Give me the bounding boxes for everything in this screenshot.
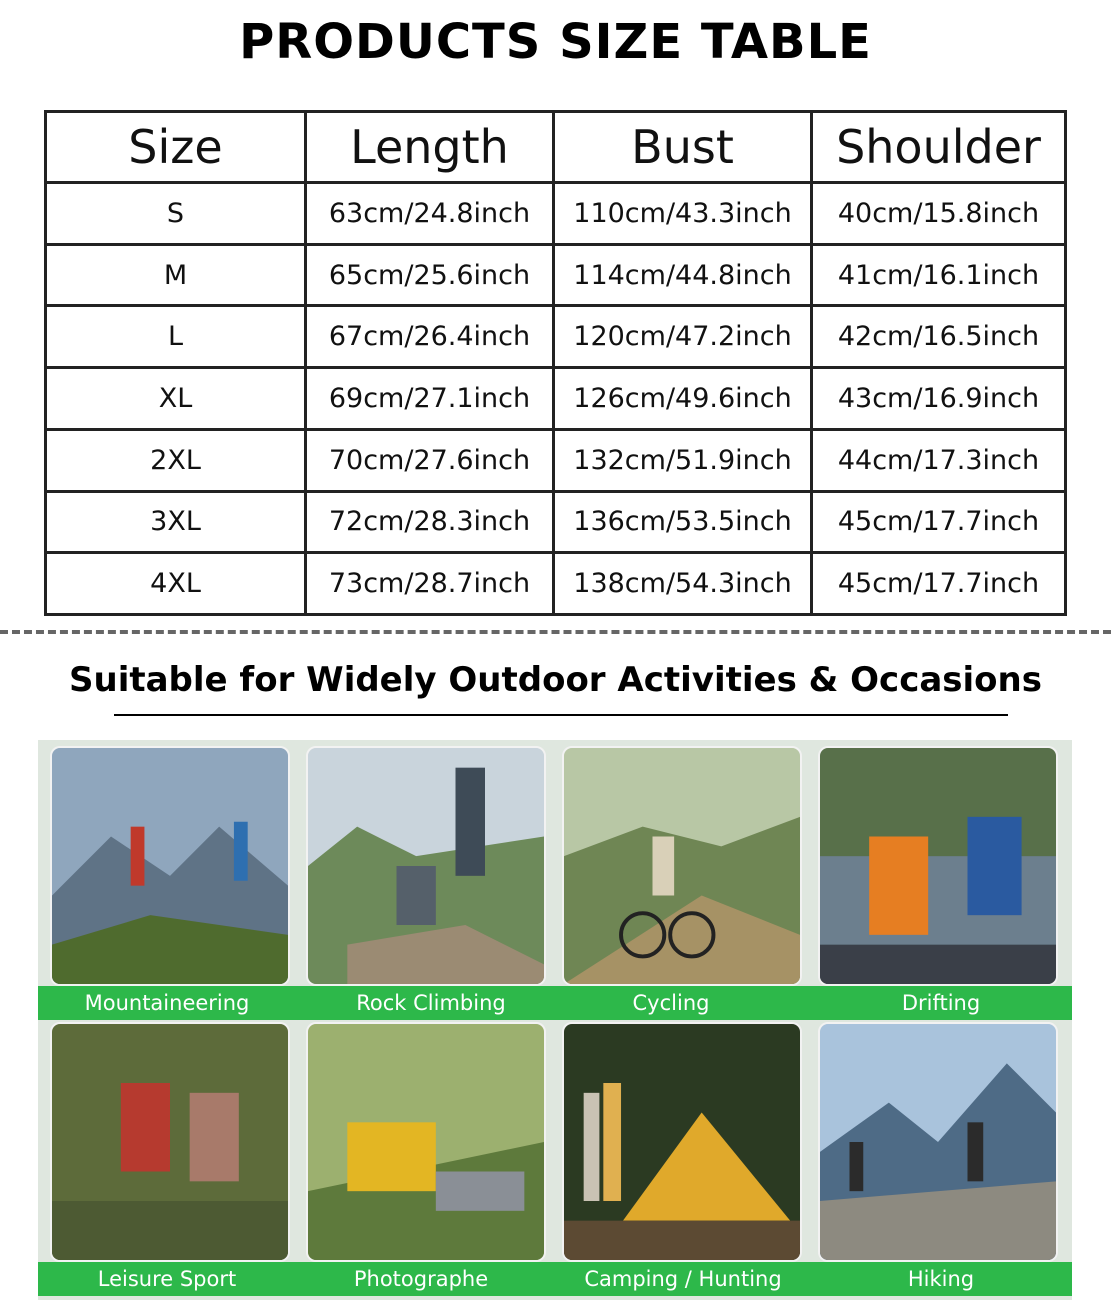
table-row: [46, 491, 1066, 553]
size-cell: S: [46, 183, 306, 245]
shoulder-cell: 43cm/16.9inch: [812, 368, 1066, 430]
size-table: [44, 110, 1067, 616]
dashed-divider: [0, 630, 1111, 634]
table-row: [46, 368, 1066, 430]
length-cell: 63cm/24.8inch: [306, 183, 554, 245]
drifting-photo: [818, 746, 1058, 986]
length-cell: 65cm/25.6inch: [306, 244, 554, 306]
shoulder-cell: 45cm/17.7inch: [812, 553, 1066, 615]
table-row: [46, 306, 1066, 368]
size-cell: 2XL: [46, 429, 306, 491]
size-cell: 3XL: [46, 491, 306, 553]
length-cell: 67cm/26.4inch: [306, 306, 554, 368]
table-row: [46, 183, 1066, 245]
hiking-photo: [818, 1022, 1058, 1262]
table-row: [46, 553, 1066, 615]
header-bust: Bust: [554, 112, 812, 183]
header-shoulder: Shoulder: [812, 112, 1066, 183]
leisure-sport-photo: [50, 1022, 290, 1262]
shoulder-cell: 42cm/16.5inch: [812, 306, 1066, 368]
activity-label-photographe: Photographe: [353, 1267, 489, 1291]
size-cell: XL: [46, 368, 306, 430]
heading-underline: [114, 714, 1008, 716]
shoulder-cell: 40cm/15.8inch: [812, 183, 1066, 245]
rock-climbing-photo: [306, 746, 546, 986]
shoulder-cell: 44cm/17.3inch: [812, 429, 1066, 491]
size-table-header-row: [46, 112, 1066, 183]
size-cell: L: [46, 306, 306, 368]
camping-photo: [562, 1022, 802, 1262]
photography-photo: [306, 1022, 546, 1262]
bust-cell: 120cm/47.2inch: [554, 306, 812, 368]
activity-label-leisure-sport: Leisure Sport: [97, 1267, 237, 1291]
activities-heading: Suitable for Widely Outdoor Activities & Occasions: [69, 660, 1042, 700]
activity-label-hiking: Hiking: [907, 1267, 975, 1291]
size-cell: 4XL: [46, 553, 306, 615]
activities-grid: [38, 740, 1072, 1300]
bust-cell: 114cm/44.8inch: [554, 244, 812, 306]
activity-label-cycling: Cycling: [632, 991, 710, 1015]
table-row: [46, 429, 1066, 491]
activity-label-camping-hunting: Camping / Hunting: [584, 1267, 782, 1291]
shoulder-cell: 45cm/17.7inch: [812, 491, 1066, 553]
page-title: PRODUCTS SIZE TABLE: [239, 14, 872, 70]
length-cell: 70cm/27.6inch: [306, 429, 554, 491]
activity-label-rock-climbing: Rock Climbing: [356, 991, 506, 1015]
activity-label-drifting: Drifting: [901, 991, 981, 1015]
bust-cell: 110cm/43.3inch: [554, 183, 812, 245]
header-size: Size: [46, 112, 306, 183]
cycling-photo: [562, 746, 802, 986]
shoulder-cell: 41cm/16.1inch: [812, 244, 1066, 306]
length-cell: 72cm/28.3inch: [306, 491, 554, 553]
bust-cell: 138cm/54.3inch: [554, 553, 812, 615]
header-length: Length: [306, 112, 554, 183]
bust-cell: 132cm/51.9inch: [554, 429, 812, 491]
mountaineering-photo: [50, 746, 290, 986]
size-cell: M: [46, 244, 306, 306]
bust-cell: 136cm/53.5inch: [554, 491, 812, 553]
bust-cell: 126cm/49.6inch: [554, 368, 812, 430]
length-cell: 69cm/27.1inch: [306, 368, 554, 430]
activity-label-mountaineering: Mountaineering: [84, 991, 250, 1015]
length-cell: 73cm/28.7inch: [306, 553, 554, 615]
table-row: [46, 244, 1066, 306]
